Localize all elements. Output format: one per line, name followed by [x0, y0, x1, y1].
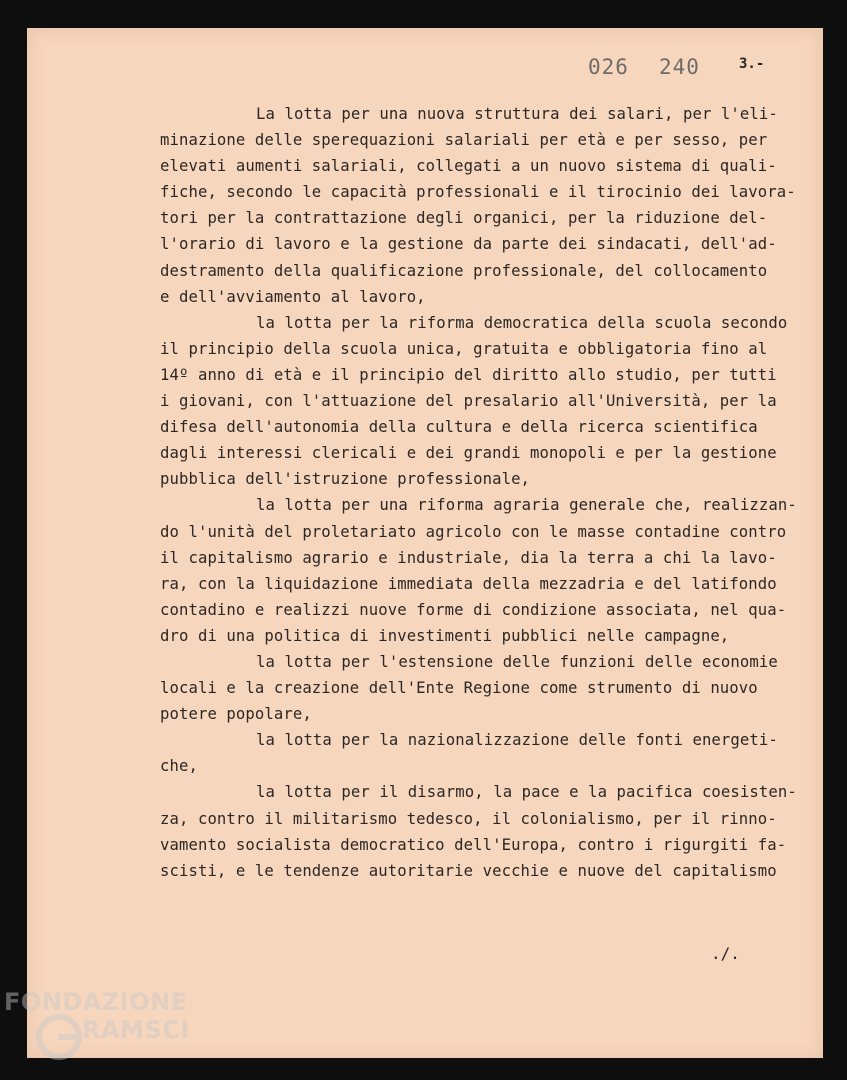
text-line: la lotta per l'estensione delle funzioni delle economie: [256, 652, 778, 671]
text-line: i giovani, con l'attuazione del presalario all'Università, per la: [160, 392, 777, 411]
text-line: la lotta per la riforma democratica della scuola secondo: [256, 313, 788, 332]
g-circle-icon: [34, 1012, 84, 1062]
text-line: La lotta per una nuova struttura dei salari, per l'eli-: [256, 105, 778, 123]
text-line: difesa dell'autonomia della cultura e della ricerca scientifica: [160, 418, 758, 437]
text-line: locali e la creazione dell'Ente Regione come strumento di nuovo: [160, 679, 758, 698]
text-line: fiche, secondo le capacità professionali e il tirocinio dei lavora-: [160, 183, 796, 202]
typed-body-text: [160, 101, 820, 884]
text-line: ra, con la liquidazione immediata della mezzadria e del latifondo: [160, 574, 777, 593]
continuation-mark: ./.: [711, 944, 740, 963]
text-line: scisti, e le tendenze autoritarie vecchie e nuove del capitalismo: [160, 861, 777, 880]
text-line: potere popolare,: [160, 705, 312, 724]
archive-number-part2: 240: [658, 55, 700, 79]
text-line: pubblica dell'istruzione professionale,: [160, 470, 531, 489]
text-line: il principio della scuola unica, gratuita e obbligatoria fino al: [160, 339, 768, 358]
text-line: vamento socialista democratico dell'Europa, contro i rigurgiti fa-: [160, 835, 787, 854]
archive-number: [588, 55, 730, 79]
text-line: destramento della qualificazione professionale, del collocamento: [160, 261, 768, 280]
text-line: minazione delle sperequazioni salariali per età e per sesso, per: [160, 131, 768, 150]
text-line: dagli interessi clericali e dei grandi monopoli e per la gestione: [160, 444, 777, 463]
watermark-logo: [4, 988, 214, 1078]
text-line: contadino e realizzi nuove forme di condizione associata, nel qua-: [160, 600, 787, 619]
text-line: tori per la contrattazione degli organici, per la riduzione del-: [160, 209, 768, 228]
text-line: za, contro il militarismo tedesco, il colonialismo, per il rinno-: [160, 809, 777, 828]
text-line: l'orario di lavoro e la gestione da parte dei sindacati, dell'ad-: [160, 235, 777, 254]
text-line: la lotta per la nazionalizzazione delle fonti energeti-: [256, 731, 778, 750]
watermark-text-fondazione: FONDAZIONE: [4, 988, 188, 1016]
page-number: 3.-: [739, 56, 765, 72]
text-line: dro di una politica di investimenti pubblici nelle campagne,: [160, 626, 730, 645]
archive-number-part1: 026: [588, 55, 629, 79]
text-line: 14º anno di età e il principio del diritto allo studio, per tutti: [160, 365, 777, 384]
text-line: la lotta per una riforma agraria generale che, realizzan-: [256, 496, 797, 515]
text-line: che,: [160, 757, 198, 776]
text-line: elevati aumenti salariali, collegati a un nuovo sistema di quali-: [160, 157, 777, 176]
watermark-text-gramsci: RAMSCI: [82, 1016, 190, 1044]
text-line: e dell'avviamento al lavoro,: [160, 287, 426, 306]
document-page: [27, 28, 823, 1058]
text-line: il capitalismo agrario e industriale, dia la terra a chi la lavo-: [160, 548, 777, 567]
text-line: do l'unità del proletariato agricolo con le masse contadine contro: [160, 522, 787, 541]
text-line: la lotta per il disarmo, la pace e la pacifica coesisten-: [256, 783, 797, 802]
